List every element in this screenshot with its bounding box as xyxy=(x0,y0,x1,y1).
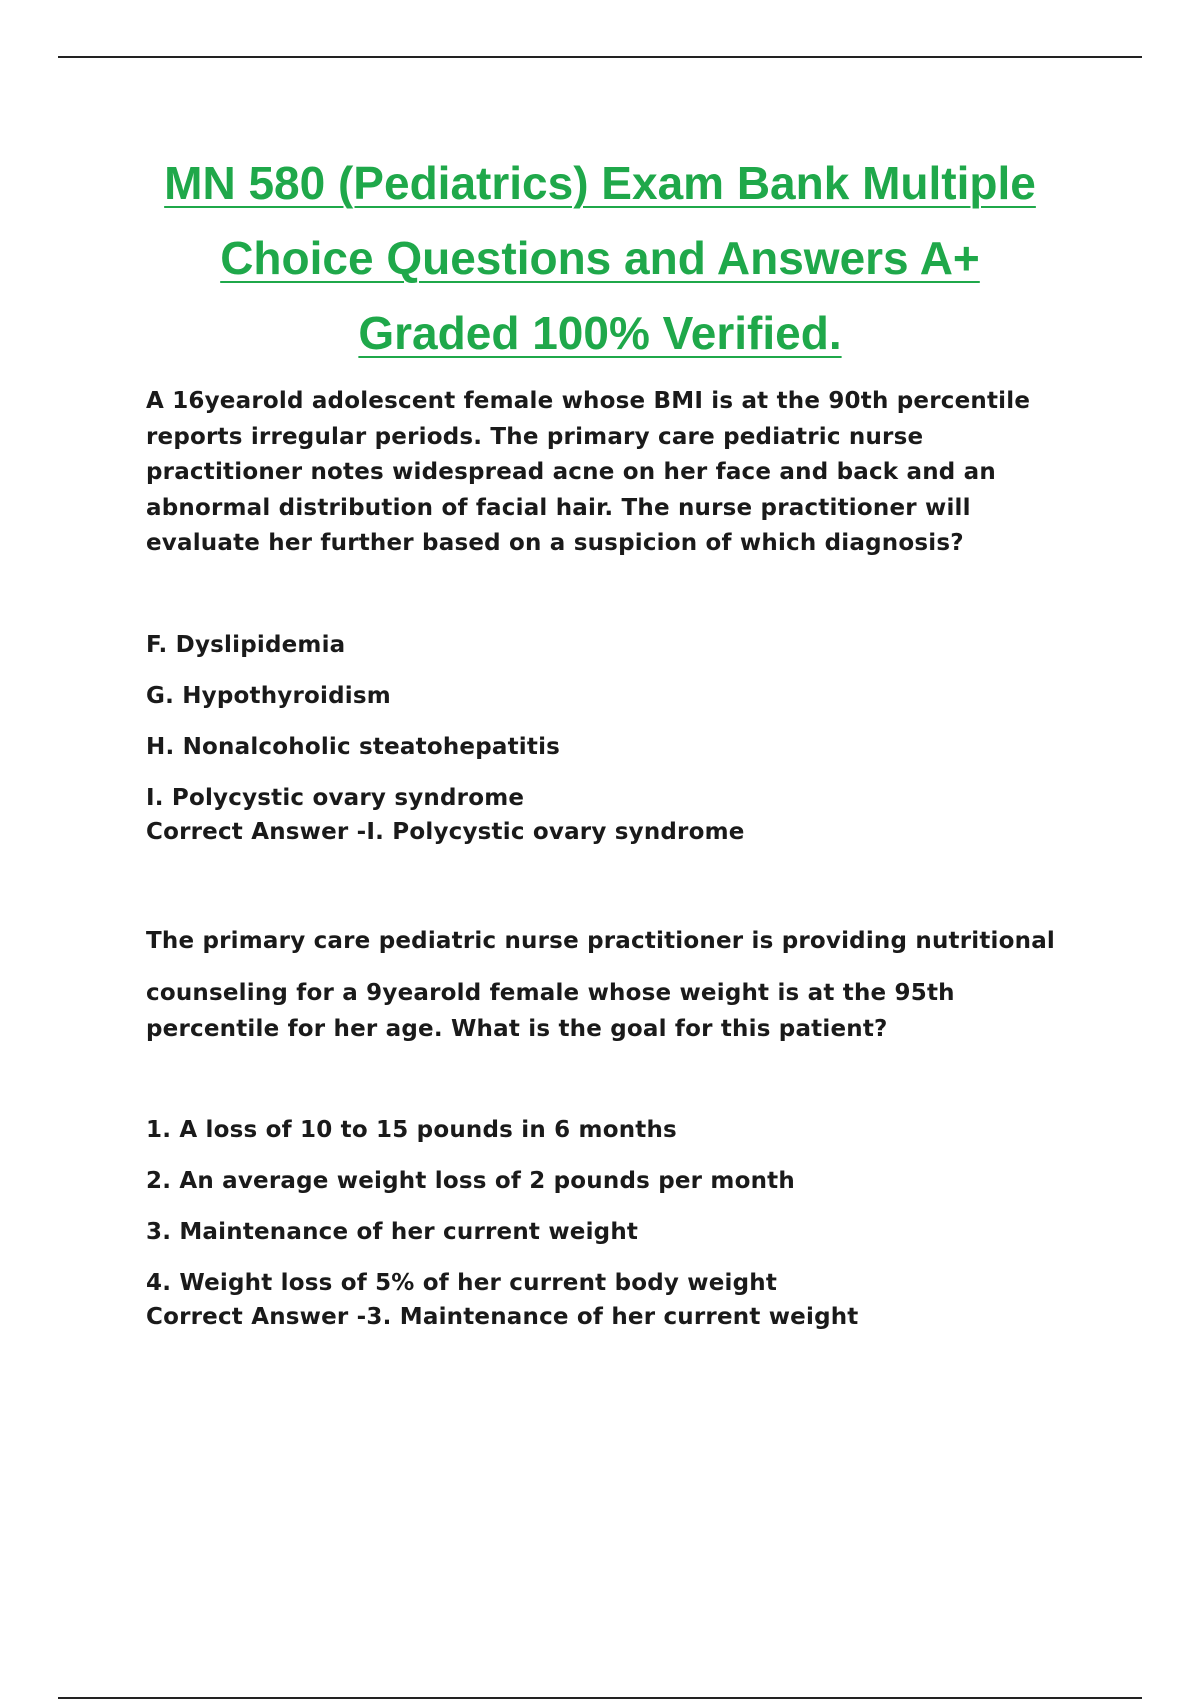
option-item: 4. Weight loss of 5% of her current body weight xyxy=(146,1270,778,1296)
question-block-2 xyxy=(146,924,1086,1334)
question-block-1 xyxy=(146,384,1086,849)
option-item: H. Nonalcoholic steatohepatitis xyxy=(146,733,561,760)
title-line-3: Graded 100% Verified. xyxy=(358,307,842,359)
question-text: A 16yearold adolescent female whose BMI is at the 90th percentile reports irregular periods. The primary care pediatric nurse practitioner notes widespread acne on her face and back and an abnormal distribution of facial hair. The nurse practitioner will evaluate her further based on a suspicion of which diagnosis? xyxy=(146,388,1031,556)
question-text-rest: counseling for a 9yearold female whose weight is at the 95th percentile for her age. What is the goal for this patient? xyxy=(146,980,955,1042)
option-item: 1. A loss of 10 to 15 pounds in 6 months xyxy=(146,1117,677,1143)
question-text-line-1: The primary care pediatric nurse practitioner is providing nutritional xyxy=(146,928,1056,954)
correct-answer: Correct Answer -3. Maintenance of her current weight xyxy=(146,1304,859,1330)
option-item: 2. An average weight loss of 2 pounds per month xyxy=(146,1168,795,1194)
title-line-2: Choice Questions and Answers A+ xyxy=(220,232,980,284)
document-title xyxy=(100,146,1100,371)
footer-rule xyxy=(58,1697,1142,1699)
title-line-1: MN 580 (Pediatrics) Exam Bank Multiple xyxy=(164,157,1036,209)
correct-answer: Correct Answer -I. Polycystic ovary syndrome xyxy=(146,818,745,845)
options-list xyxy=(146,1113,1086,1334)
option-item: F. Dyslipidemia xyxy=(146,631,346,658)
option-item: G. Hypothyroidism xyxy=(146,682,391,709)
option-item: 3. Maintenance of her current weight xyxy=(146,1219,639,1245)
question-text xyxy=(146,924,1086,1047)
options-list xyxy=(146,628,1086,849)
option-item: I. Polycystic ovary syndrome xyxy=(146,784,525,811)
header-rule xyxy=(58,56,1142,58)
